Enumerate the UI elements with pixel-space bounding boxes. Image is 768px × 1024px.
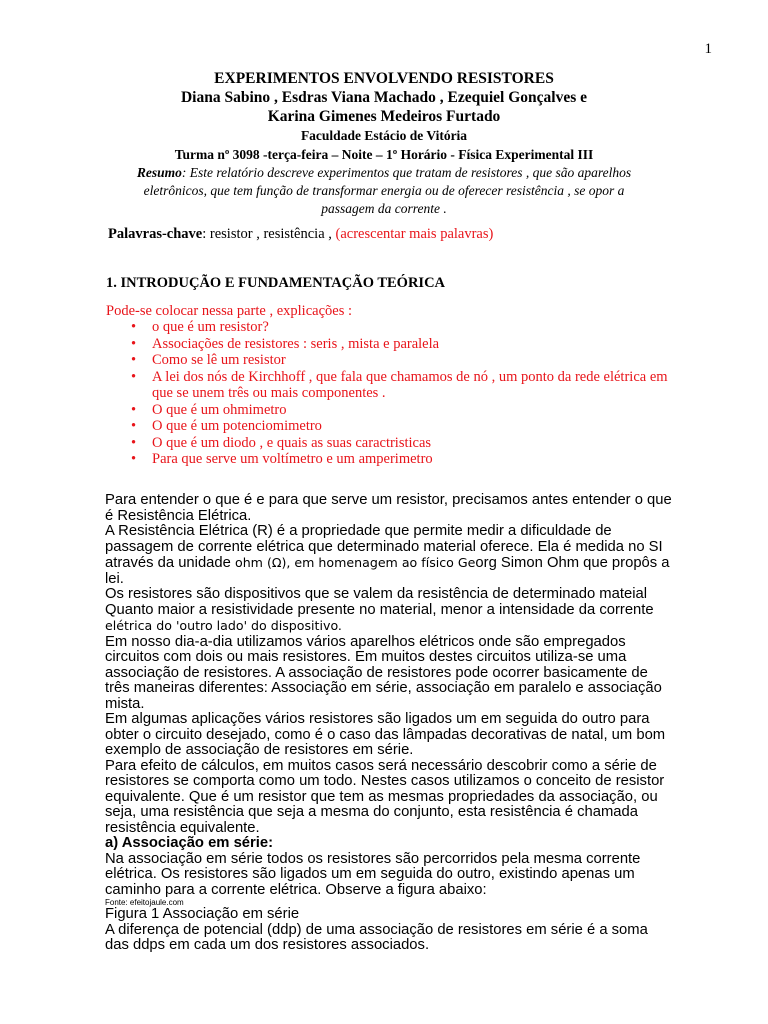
keywords-text: : resistor , resistência , (202, 226, 336, 242)
paragraph-text: Quanto maior a resistividade presente no material, menor a intensidade da corrente (105, 601, 654, 618)
paragraph-text: org Simon Ohm que propôs a lei. (105, 555, 670, 587)
bullet-icon: • (131, 434, 137, 451)
authors-line-2: Karina Gimenes Medeiros Furtado (267, 108, 501, 125)
bullet-icon: • (131, 418, 137, 434)
list-item-text: O que é um diodo , e quais as suas caractristicas (152, 434, 432, 451)
page-number: 1 (704, 41, 712, 57)
institution: Faculdade Estácio de Vitória (300, 128, 468, 143)
abstract-text: : Este relatório descreve experimentos que tratam de resistores , que são aparelhos eletrônicos, que tem função de transformar energia ou de oferecer resistência , se opor a passagem da corrente . (143, 165, 632, 216)
bullet-icon: • (131, 319, 137, 335)
subsection-heading: a) Associação em série: (105, 835, 274, 851)
list-item-text: O que é um potenciomimetro (152, 418, 322, 434)
bullet-icon: • (131, 451, 137, 467)
paragraph: Os resistores são dispositivos que se valem da resistência de determinado mateial (105, 586, 647, 602)
list-item (106, 418, 686, 435)
paragraph: Em algumas aplicações vários resistores são ligados um em seguida do outro para obter o circuito desejado, como é o caso das lâmpadas decorativas de natal, um bom exemplo de associação de resistores em série. (105, 711, 666, 758)
list-item-text: Para que serve um voltímetro e um amperimetro (152, 451, 433, 467)
list-item (106, 451, 686, 468)
class-info: Turma nº 3098 -terça-feira – Noite – 1º Horário - Física Experimental III (174, 147, 594, 162)
section-hint: Pode-se colocar nessa parte , explicações : (106, 303, 352, 319)
body-text (105, 493, 675, 954)
list-item-text: O que é um ohmimetro (152, 401, 287, 418)
list-item-text: Associações de resistores : seris , mista e paralela (152, 335, 440, 352)
document-header (0, 69, 768, 164)
paragraph: Para efeito de cálculos, em muitos casos será necessário descobrir como a série de resistores se comporta como um todo. Nestes casos utilizamos o conceito de resistor equivalente. Que é um resistor que tem as mesmas propriedades da associação, ou seja, uma resistência que seja a mesma do conjunto, esta resistência é chamada resistência equivalente. (105, 757, 665, 836)
paragraph: Para entender o que é e para que serve um resistor, precisamos antes entender o que é Resistência Elétrica. (105, 492, 672, 524)
keywords-label: Palavras-chave (108, 226, 203, 242)
abstract (120, 164, 648, 218)
figure-source: Fonte: efeitojaule.com (105, 898, 184, 907)
section-heading: 1. INTRODUÇÃO E FUNDAMENTAÇÃO TEÓRICA (106, 275, 446, 291)
bullet-icon: • (131, 401, 137, 418)
document-title: EXPERIMENTOS ENVOLVENDO RESISTORES (214, 70, 554, 87)
list-item-text: Como se lê um resistor (152, 352, 286, 368)
paragraph: Em nosso dia-a-dia utilizamos vários aparelhos elétricos onde são empregados circuitos com dois ou mais resistores. Em muitos destes circuitos utiliza-se uma associação de resistores. A associação de resistores pode ocorrer basicamente de três maneiras diferentes: Associação em série, associação em paralelo e associação mista. (105, 633, 662, 712)
paragraph (105, 524, 675, 587)
paragraph-text-alt: ohm (Ω), em homenagem ao físico Ge (234, 555, 476, 570)
bullet-icon: • (131, 352, 137, 368)
paragraph: Na associação em série todos os resistores são percorridos pela mesma corrente elétrica. Os resistores são ligados um em seguida do outro, existindo apenas um caminho para a corrente elétrica. Observe a figura abaixo: (105, 850, 641, 898)
list-item (106, 402, 686, 419)
paragraph-text: A Resistência Elétrica (R) é a propriedade que permite medir a dificuldade de passagem de corrente elétrica que determinado material oferece. Ela é medida no SI através da unidade (105, 523, 663, 571)
paragraph: A diferença de potencial (ddp) de uma associação de resistores em série é a soma das ddps em cada um dos resistores associados. (105, 921, 648, 953)
paragraph-text-alt: elétrica do 'outro lado' do dispositivo. (105, 618, 342, 633)
list-item (106, 336, 686, 353)
figure-caption: Figura 1 Associação em série (105, 906, 300, 922)
paragraph (105, 603, 675, 635)
list-item-text: o que é um resistor? (152, 319, 269, 335)
list-item (106, 369, 686, 402)
bullet-icon: • (131, 335, 137, 352)
list-item (106, 319, 686, 336)
topic-list (106, 319, 686, 468)
bullet-icon: • (131, 368, 137, 385)
list-item (106, 352, 686, 369)
authors-line-1: Diana Sabino , Esdras Viana Machado , Ezequiel Gonçalves e (180, 89, 588, 106)
keywords-note: (acrescentar mais palavras) (335, 226, 494, 242)
keywords (108, 226, 493, 243)
list-item-text: A lei dos nós de Kirchhoff , que fala que chamamos de nó , um ponto da rede elétrica em que se unem três ou mais componentes . (152, 368, 668, 401)
abstract-label: Resumo (136, 165, 182, 180)
list-item (106, 435, 686, 452)
